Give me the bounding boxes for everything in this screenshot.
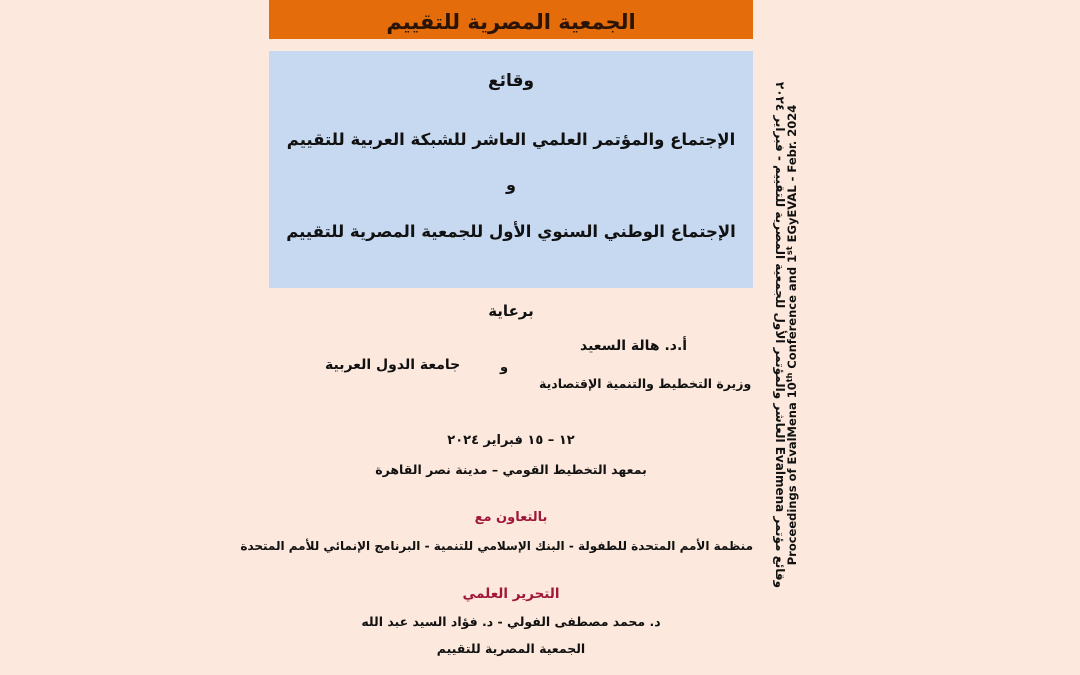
editors-names: د. محمد مصطفى الفولي - د. فؤاد السيد عبد الله (361, 614, 661, 629)
patron1-title: وزيرة التخطيط والتنمية الإقتصادية (539, 376, 752, 391)
title-line-1: الإجتماع والمؤتمر العلمي العاشر للشبكة العربية للتقييم (286, 130, 736, 149)
patronage-conjunction: و (500, 360, 509, 375)
cooperation-label: بالتعاون مع (474, 510, 548, 525)
spine-english-suffix: EGyEVAL - Febr. 2024 (785, 104, 799, 247)
editorial-label: التحرير العلمي (462, 586, 560, 602)
editorial-organization: الجمعية المصرية للتقييم (436, 641, 586, 656)
spine-svg (770, 81, 810, 589)
patronage-label: برعاية (488, 302, 534, 320)
patron2-name: جامعة الدول العربية (325, 357, 461, 373)
cooperation-partners: منظمة الأمم المتحدة للطفولة - البنك الإسلامي للتنمية - البرنامج الإنمائي للأمم المتحدة (240, 539, 753, 553)
title-connector: و (506, 175, 516, 194)
spine-english-prefix: Proceedings of EvalMena 10 (785, 382, 799, 566)
spine-english-middle: Conference and 1 (785, 254, 799, 373)
spine-arabic-line: وقائع مؤتمر Evalmena العاشر والمؤتمر الأول للجمعية المصرية للتقييم - فبراير ٢٠٢٤ (773, 81, 787, 589)
title-line-2: الإجتماع الوطني السنوي الأول للجمعية المصرية للتقييم (286, 222, 736, 241)
event-venue: بمعهد التخطيط القومي – مدينة نصر القاهرة (375, 462, 647, 477)
spine-text (770, 81, 810, 589)
title-box (269, 51, 753, 288)
spine-english-sup1: th (784, 372, 794, 383)
banner-title: الجمعية المصرية للتقييم (386, 9, 636, 34)
spine-english-line (785, 105, 800, 566)
header-banner (269, 0, 753, 39)
spine-english-sup2: st (784, 246, 794, 255)
event-date: ١٢ – ١٥ فبراير ٢٠٢٤ (447, 433, 575, 448)
proceedings-heading: وقائع (487, 71, 535, 91)
patron1-name: أ.د. هالة السعيد (580, 338, 688, 354)
